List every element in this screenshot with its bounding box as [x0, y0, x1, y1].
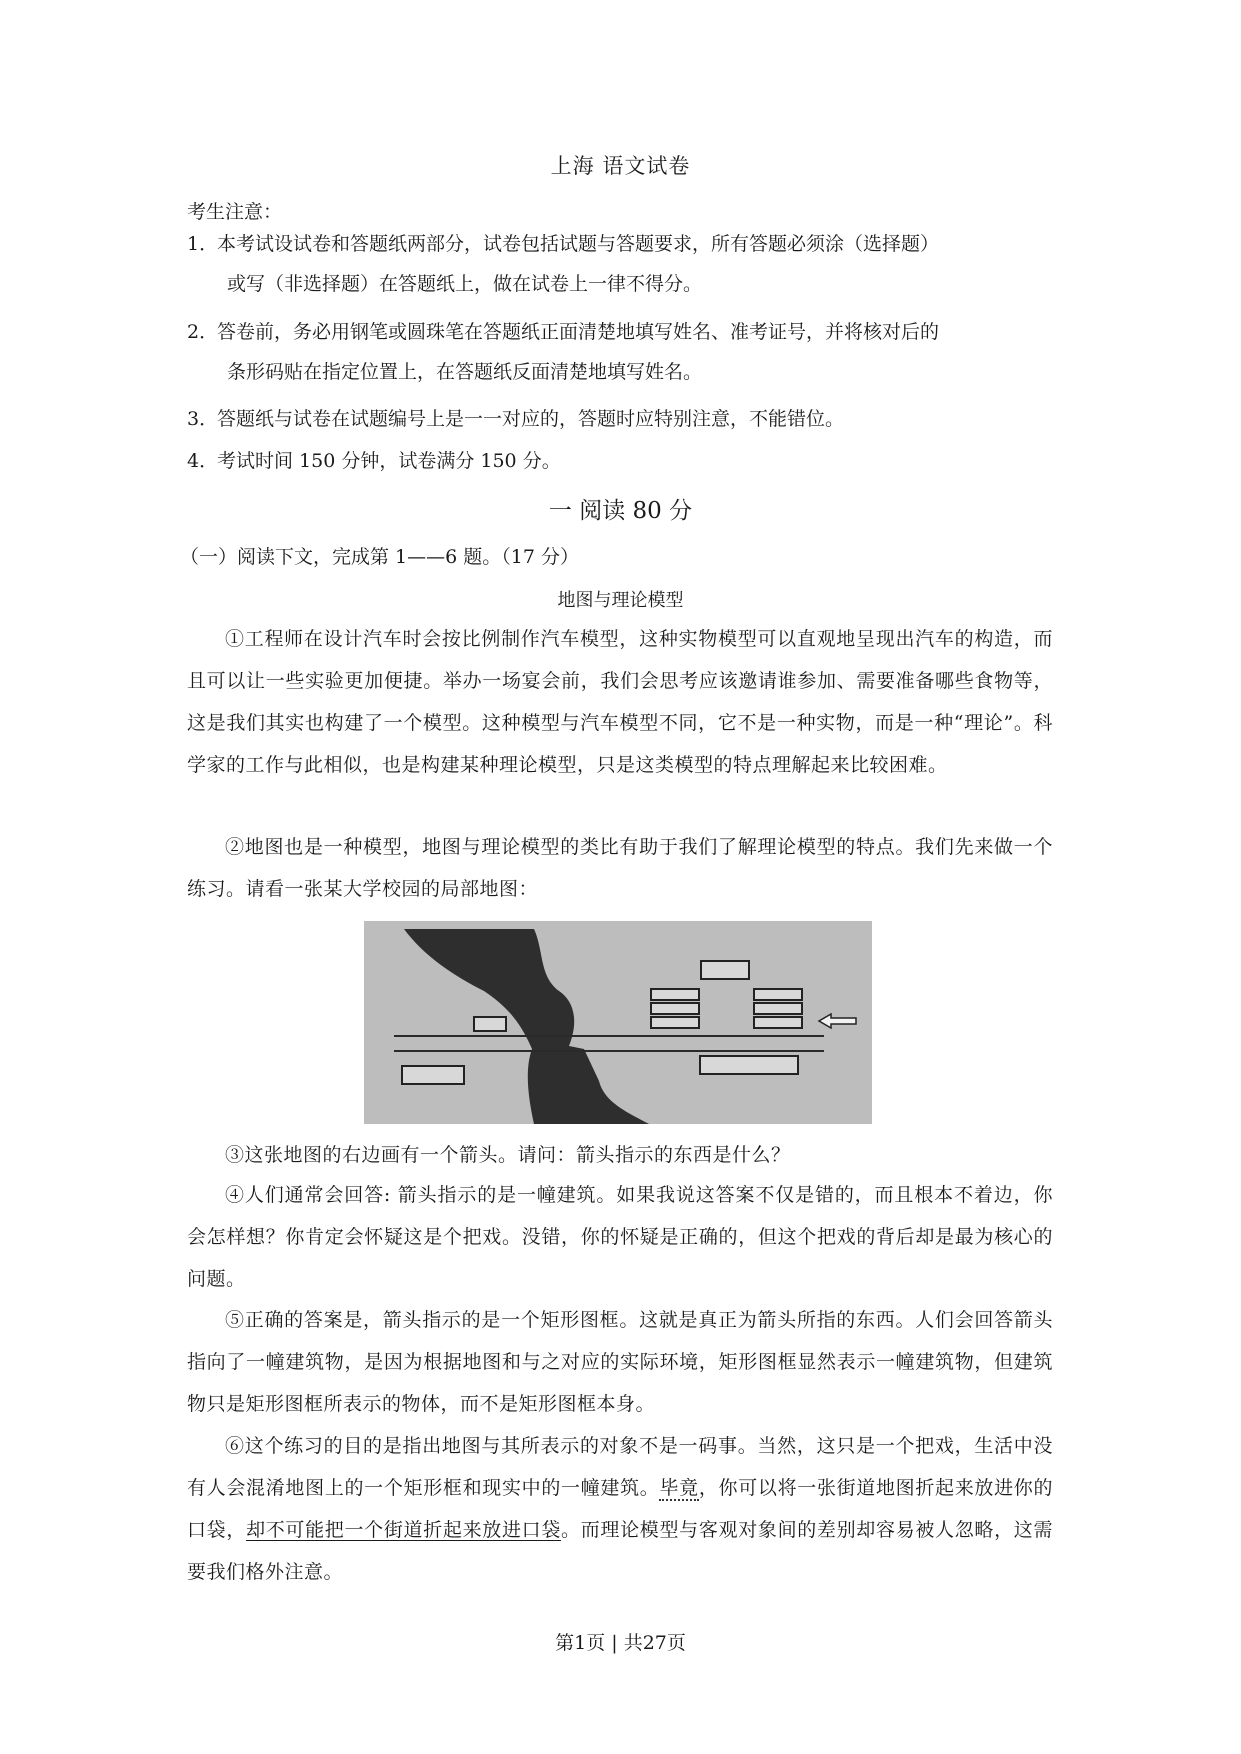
paragraph-1 [187, 618, 1053, 786]
notice-item-4 [187, 449, 561, 473]
document-title: 上海 语文试卷 [550, 154, 691, 178]
paragraph-3 [187, 1134, 1053, 1176]
paragraph-text: ③这张地图的右边画有一个箭头。请问：箭头指示的东西是什么？ [225, 1144, 791, 1166]
emphasis-dotted: 毕竟 [659, 1477, 699, 1499]
sub-heading: （一）阅读下文，完成第 1——6 题。（17 分） [180, 546, 579, 568]
paragraph-text: ②地图也是一种模型，地图与理论模型的类比有助于我们了解理论模型的特点。我们先来做一个练习。请看一张某大学校园的局部地图： [187, 836, 1053, 900]
building-rect [754, 989, 802, 1000]
building-rect [474, 1017, 506, 1031]
building-rect [402, 1066, 464, 1084]
paragraph-text: ⑥这个练习的目的是指出地图与其所表示的对象不是一码事。当然，这只是一个把戏，生活中没有人会混淆地图上的一个矩形框和现实中的一幢建筑。 [187, 1435, 1053, 1499]
paragraph-text: ，你可以将一张街道地图折起来放进你的口袋， [187, 1477, 1053, 1541]
notice-text: 本考试设试卷和答题纸两部分，试卷包括试题与答题要求，所有答题必须涂（选择题） [217, 233, 940, 255]
building-rect [651, 1017, 699, 1028]
building-rect [754, 1017, 802, 1028]
campus-map-graphic [364, 921, 872, 1124]
notice-item-1 [187, 232, 939, 256]
section-heading: 一 阅读 80 分 [548, 498, 693, 524]
page-footer: 第1页 | 共27页 [555, 1632, 686, 1654]
notice-item-3 [187, 407, 844, 431]
notice-text: 考试时间 150 分钟，试卷满分 150 分。 [217, 450, 561, 472]
building-rect [754, 1003, 802, 1014]
notice-number: 1． [187, 233, 219, 255]
paragraph-4 [187, 1174, 1053, 1300]
notice-text: 答题纸与试卷在试题编号上是一一对应的，答题时应特别注意，不能错位。 [217, 408, 845, 430]
notice-item-1-cont: 或写（非选择题）在答题纸上，做在试卷上一律不得分。 [227, 273, 703, 295]
campus-map-figure [364, 921, 872, 1124]
paragraph-text: ④人们通常会回答: 箭头指示的是一幢建筑。如果我说这答案不仅是错的，而且根本不着边，你会怎样想？你肯定会怀疑这是个把戏。没错，你的怀疑是正确的，但这个把戏的背后却是最为核心的问题。 [187, 1184, 1053, 1290]
notice-number: 3． [187, 408, 219, 430]
underlined-sentence: 却不可能把一个街道折起来放进口袋 [246, 1519, 562, 1541]
notice-item-2-cont: 条形码贴在指定位置上，在答题纸反面清楚地填写姓名。 [227, 361, 703, 383]
building-rect [651, 1003, 699, 1014]
building-rect [701, 961, 749, 979]
building-rect [700, 1056, 798, 1074]
paragraph-text: 。而理论模型与客观对象间的差别却容易被人忽略，这需要我们格外注意。 [187, 1519, 1053, 1583]
paragraph-5 [187, 1299, 1053, 1425]
notice-number: 4． [187, 450, 219, 472]
notice-text: 答卷前，务必用钢笔或圆珠笔在答题纸正面清楚地填写姓名、准考证号，并将核对后的 [217, 321, 940, 343]
paragraph-text: ①工程师在设计汽车时会按比例制作汽车模型，这种实物模型可以直观地呈现出汽车的构造，而且可以让一些实验更加便捷。举办一场宴会前，我们会思考应该邀请谁参加、需要准备哪些食物等，这是我们其实也构建了一个模型。这种模型与汽车模型不同，它不是一种实物，而是一种“理论”。科学家的工作与此相似，也是构建某种理论模型，只是这类模型的特点理解起来比较困难。 [187, 628, 1053, 776]
notice-item-2 [187, 320, 939, 344]
paragraph-6 [187, 1425, 1053, 1593]
essay-title: 地图与理论模型 [557, 590, 684, 611]
building-rect [651, 989, 699, 1000]
paragraph-2 [187, 826, 1053, 910]
paragraph-text: ⑤正确的答案是，箭头指示的是一个矩形图框。这就是真正为箭头所指的东西。人们会回答箭头指向了一幢建筑物，是因为根据地图和与之对应的实际环境，矩形图框显然表示一幢建筑物，但建筑物只是矩形图框所表示的物体，而不是矩形图框本身。 [187, 1309, 1053, 1415]
notice-heading: 考生注意： [187, 201, 283, 223]
notice-number: 2． [187, 321, 219, 343]
